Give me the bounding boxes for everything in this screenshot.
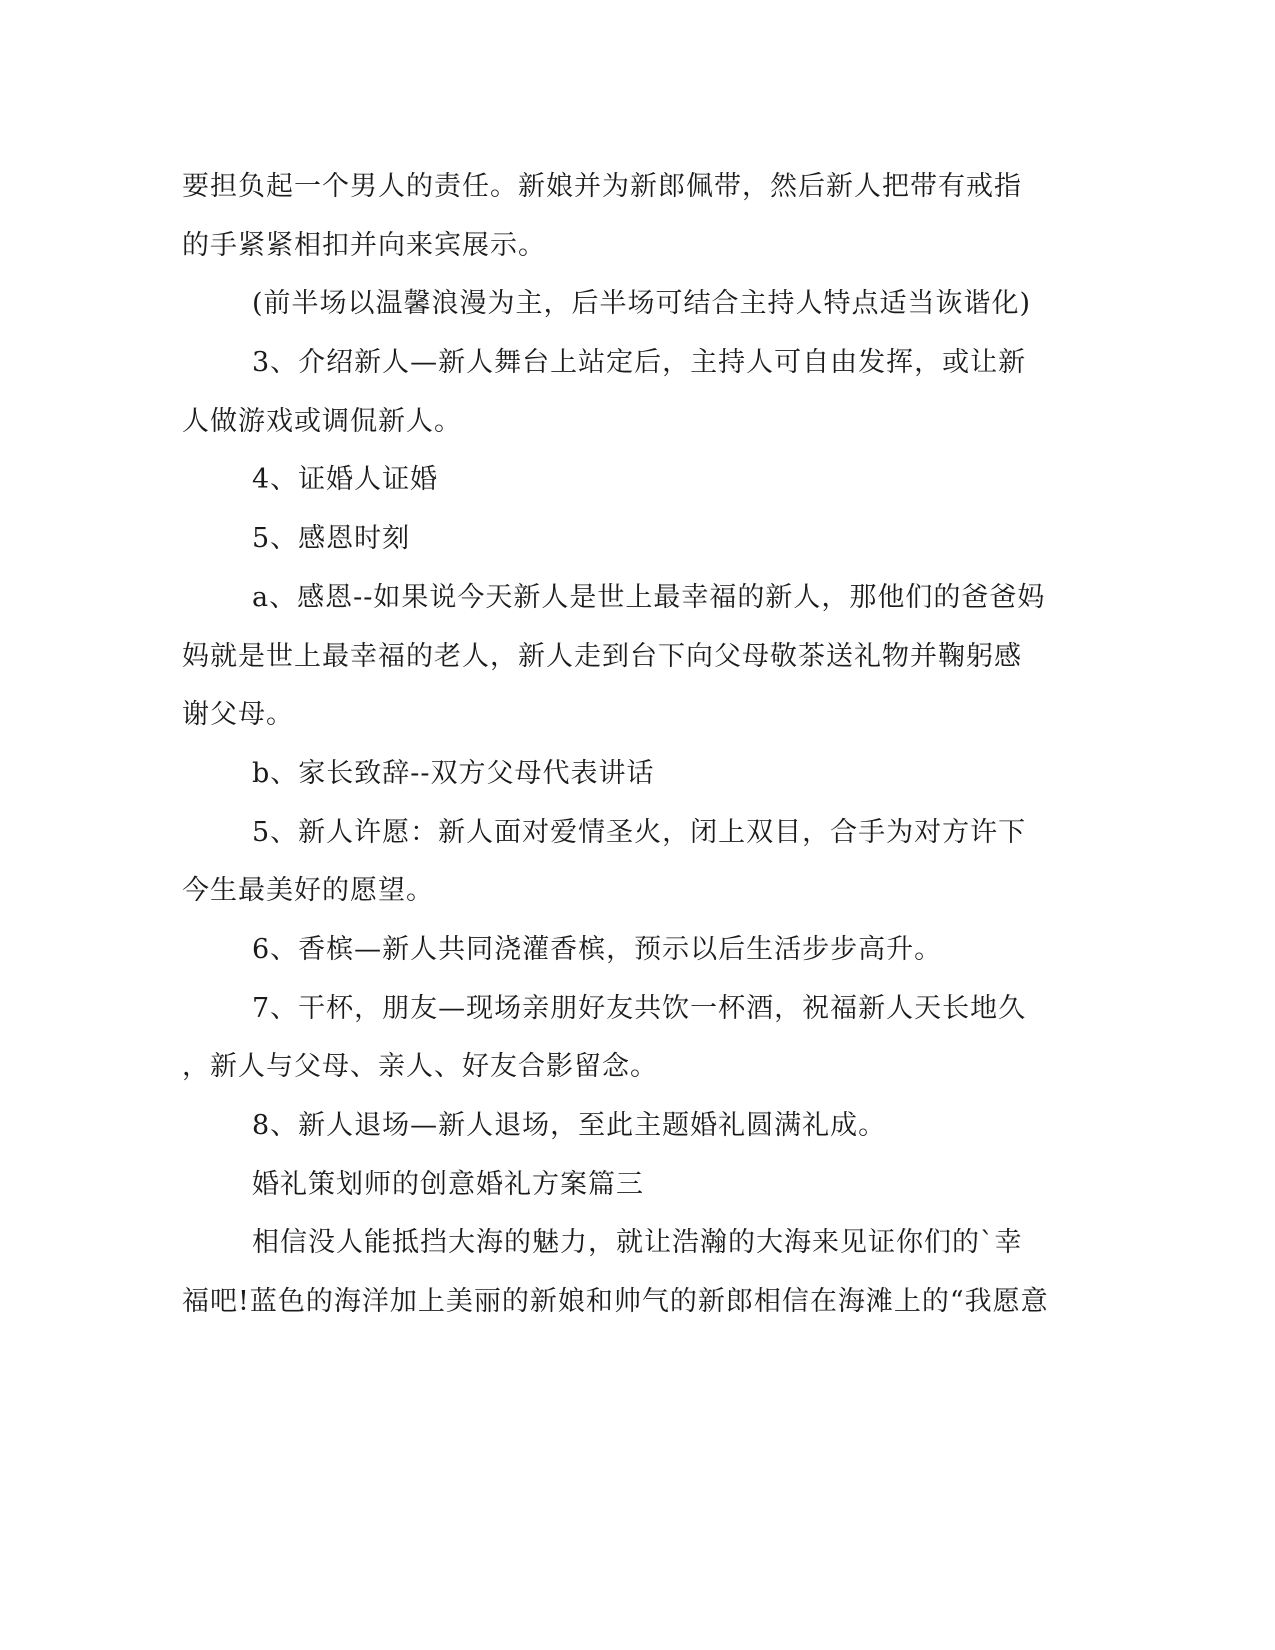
text-line: 7、干杯，朋友—现场亲朋好友共饮一杯酒，祝福新人天长地久 — [252, 992, 1027, 1024]
text-line: 5、感恩时刻 — [252, 523, 411, 555]
text-line: 谢父母。 — [182, 699, 294, 731]
text-line: 人做游戏或调侃新人。 — [182, 405, 462, 437]
text-line: 4、证婚人证婚 — [252, 464, 439, 496]
text-line: 相信没人能抵挡大海的魅力，就让浩瀚的大海来见证你们的`幸 — [252, 1227, 1023, 1259]
text-line: 6、香槟—新人共同浇灌香槟，预示以后生活步步高升。 — [252, 933, 943, 965]
text-line: 妈就是世上最幸福的老人，新人走到台下向父母敬茶送礼物并鞠躬感 — [182, 640, 1022, 672]
text-line: 的手紧紧相扣并向来宾展示。 — [182, 229, 546, 261]
document-body — [182, 158, 1062, 1332]
text-line: 8、新人退场—新人退场，至此主题婚礼圆满礼成。 — [252, 1110, 887, 1141]
text-line: ，新人与父母、亲人、好友合影留念。 — [182, 1051, 658, 1083]
section-heading: 婚礼策划师的创意婚礼方案篇三 — [252, 1168, 644, 1200]
text-line: 5、新人许愿：新人面对爱情圣火，闭上双目，合手为对方许下 — [252, 816, 1027, 848]
text-line: b、家长致辞--双方父母代表讲话 — [252, 757, 655, 789]
text-line: 今生最美好的愿望。 — [182, 875, 434, 907]
text-line: (前半场以温馨浪漫为主，后半场可结合主持人特点适当诙谐化) — [252, 288, 1032, 320]
text-line: 3、介绍新人—新人舞台上站定后，主持人可自由发挥，或让新 — [252, 347, 1027, 379]
text-line: a、感恩--如果说今天新人是世上最幸福的新人，那他们的爸爸妈 — [252, 581, 1046, 613]
text-line: 要担负起一个男人的责任。新娘并为新郎佩带，然后新人把带有戒指 — [182, 171, 1022, 202]
text-line: 福吧!蓝色的海洋加上美丽的新娘和帅气的新郎相信在海滩上的“我愿意 — [182, 1286, 1049, 1318]
